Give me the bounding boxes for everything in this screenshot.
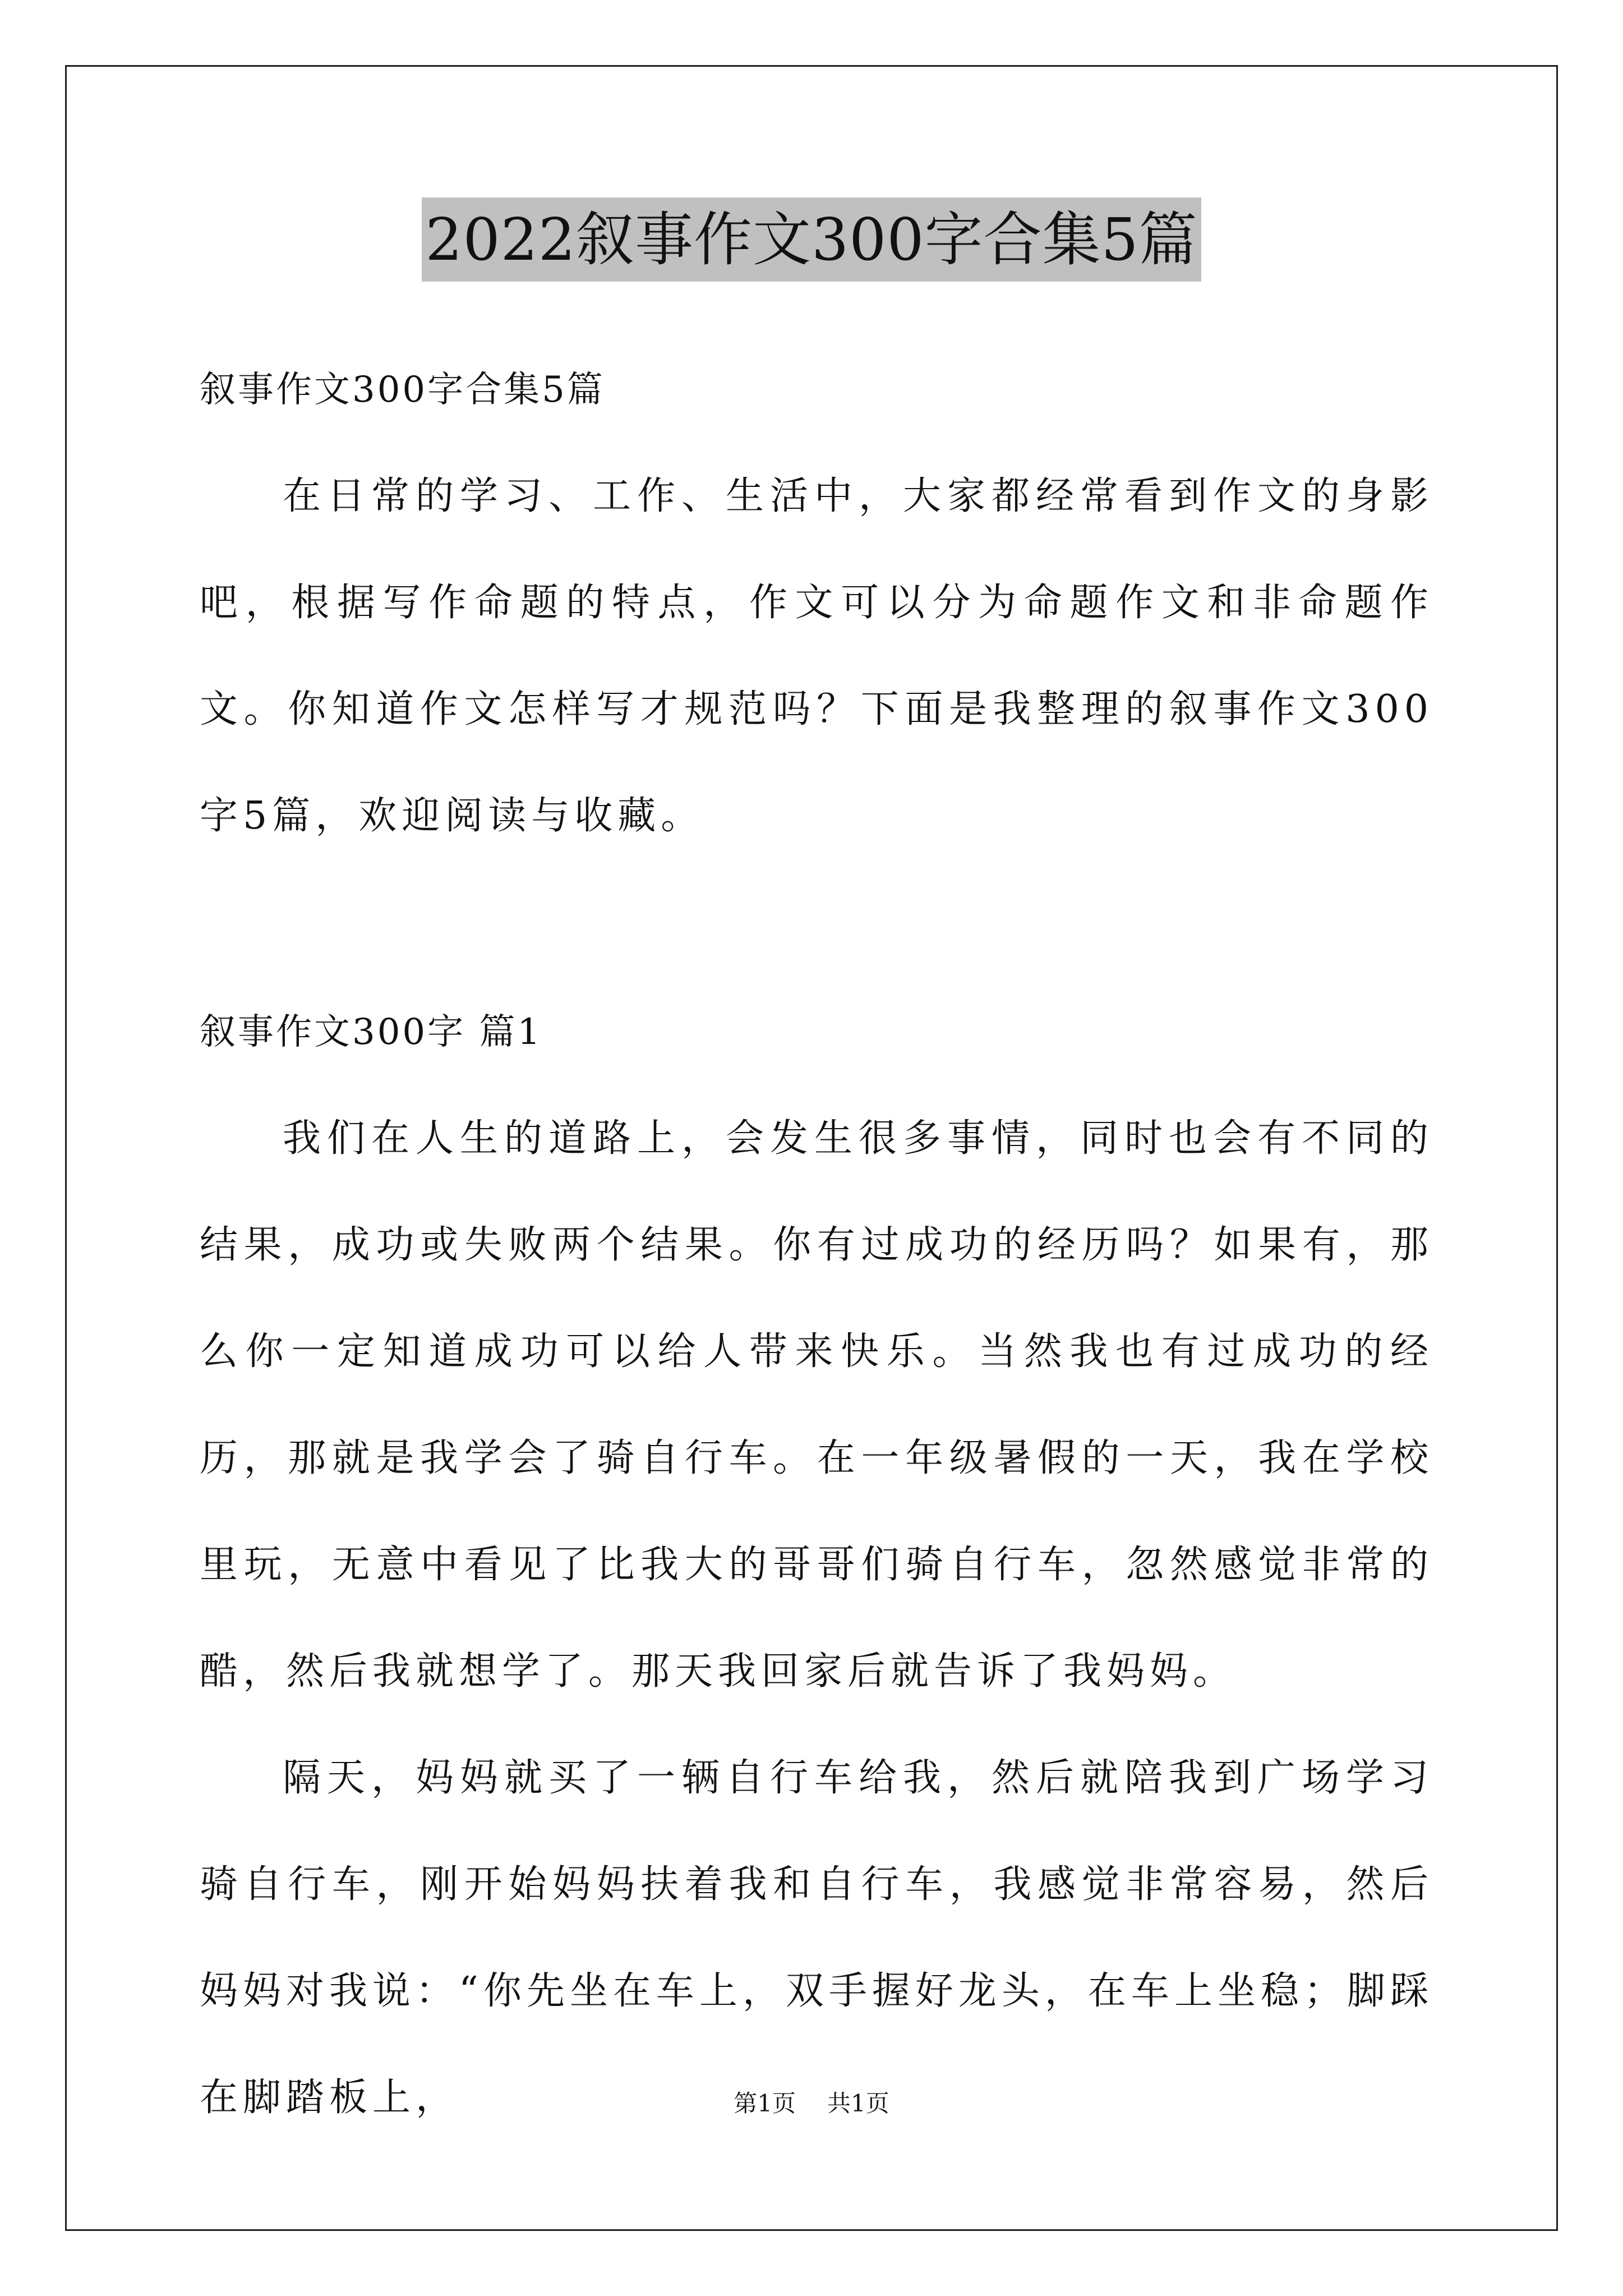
page-footer <box>0 2087 1623 2120</box>
section-heading: 叙事作文300字 篇1 <box>200 1011 543 1053</box>
document-subtitle: 叙事作文300字合集5篇 <box>200 369 605 411</box>
page-total: 共1页 <box>827 2090 889 2117</box>
page-number: 第1页 <box>734 2090 796 2117</box>
body-paragraph: 隔天，妈妈就买了一辆自行车给我，然后就陪我到广场学习骑自行车，刚开始妈妈扶着我和自行车，我感觉非常容易，然后妈妈对我说：“你先坐在车上，双手握好龙头，在车上坐稳；脚踩在脚踏板上， <box>200 1756 1433 2120</box>
document-title: 2022叙事作文300字合集5篇 <box>422 197 1201 282</box>
body-paragraph: 我们在人生的道路上，会发生很多事情，同时也会有不同的结果，成功或失败两个结果。你有过成功的经历吗？如果有，那么你一定知道成功可以给人带来快乐。当然我也有过成功的经历，那就是我学会了骑自行车。在一年级暑假的一天，我在学校里玩，无意中看见了比我大的哥哥们骑自行车，忽然感觉非常的酷，然后我就想学了。那天我回家后就告诉了我妈妈。 <box>200 1116 1433 1694</box>
document-body <box>200 337 1433 2151</box>
intro-paragraph: 在日常的学习、工作、生活中，大家都经常看到作文的身影吧，根据写作命题的特点，作文可以分为命题作文和非命题作文。你知道作文怎样写才规范吗？下面是我整理的叙事作文300字5篇，欢迎阅读与收藏。 <box>200 474 1433 838</box>
title-container <box>0 197 1623 282</box>
